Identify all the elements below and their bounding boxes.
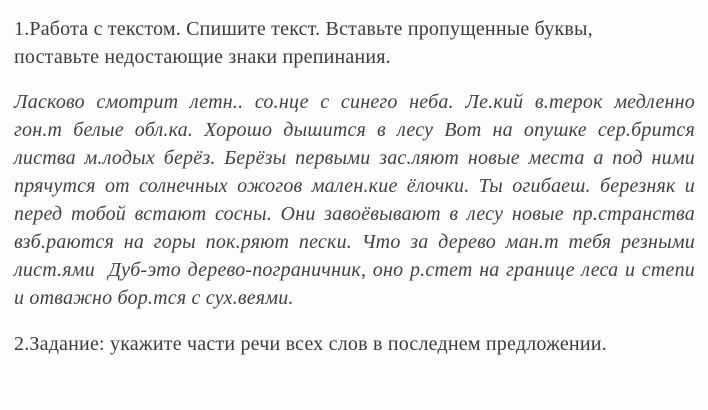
exercise-line-5: перед тобой встают сосны. Они завоёвывают в лесу новые пр.странства [14, 203, 695, 225]
task2-heading-line-1: 2.Задание: укажите части речи всех слов в последнем предложении. [14, 333, 607, 355]
task1-heading-line-2: поставьте недостающие знаки препинания. [14, 45, 391, 68]
exercise-line-3: листва м.лодых берёз. Берёзы первыми зас.ляют новые места а под ними [14, 147, 695, 169]
exercise-line-8: и отважно бор.тся с сух.веями. [14, 287, 294, 309]
exercise-line-1: Ласково смотрит летн.. со.нце с синего неба. Ле.кий в.терок медленно [14, 91, 695, 113]
exercise-passage [14, 88, 695, 312]
task1-heading [14, 16, 692, 71]
task1-heading-line-1: 1.Работа с текстом. Спишите текст. Вставьте пропущенные буквы, [14, 18, 593, 40]
exercise-line-6: взб.раются на горы пок.ряют пески. Что за дерево ман.т тебя резными [14, 231, 695, 253]
exercise-line-7: лист.ями Дуб-это дерево-пограничник, оно р.стет на границе леса и степи [14, 259, 695, 281]
task2-heading [14, 331, 692, 359]
exercise-line-2: гон.т белые обл.ка. Хорошо дышится в лесу Вот на опушке сер.брится [14, 119, 695, 141]
exercise-line-4: прячутся от солнечных ожогов мален.кие ёлочки. Ты огибаеш. березняк и [14, 175, 695, 197]
